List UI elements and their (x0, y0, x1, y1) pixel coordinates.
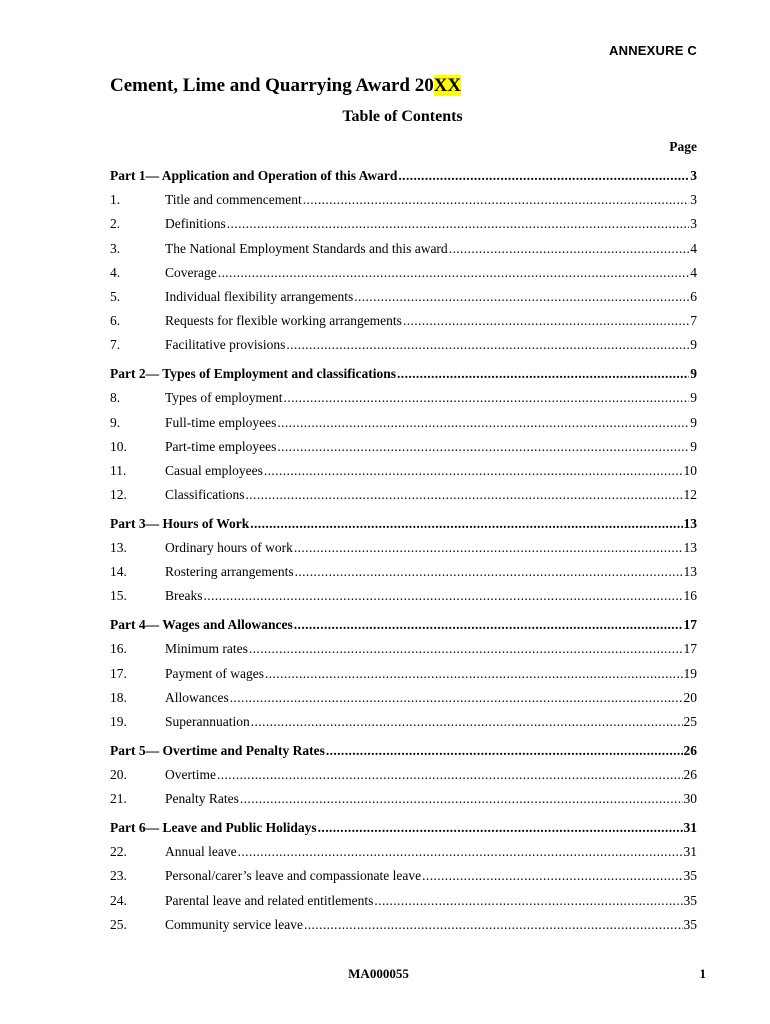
toc-clause-title: Full-time employees (165, 414, 277, 430)
toc-clause-title: Overtime (165, 766, 216, 782)
toc-clause-number: 7. (110, 337, 121, 353)
toc-page-number: 13 (683, 564, 697, 580)
toc-clause-number: 6. (110, 313, 121, 329)
toc-clause-title: Community service leave (165, 916, 303, 932)
toc-dot-leader (403, 313, 689, 329)
toc-clause-entry[interactable] (110, 864, 697, 888)
toc-clause-number: 24. (110, 892, 127, 908)
toc-dot-leader (250, 516, 682, 532)
toc-dot-leader (249, 641, 683, 657)
toc-clause-title: Requests for flexible working arrangements (165, 313, 402, 329)
toc-clause-entry[interactable] (110, 787, 697, 811)
toc-part-entry[interactable] (110, 512, 697, 536)
toc-clause-entry[interactable] (110, 584, 697, 608)
toc-page-number: 3 (690, 168, 697, 184)
toc-dot-leader (286, 337, 689, 353)
toc-dot-leader (294, 540, 683, 556)
toc-page-number: 31 (683, 844, 697, 860)
toc-clause-entry[interactable] (110, 309, 697, 333)
toc-clause-number: 5. (110, 289, 121, 305)
title-year-highlight: XX (433, 75, 462, 96)
toc-clause-title: Parental leave and related entitlements (165, 892, 374, 908)
toc-clause-entry[interactable] (110, 435, 697, 459)
toc-clause-title: Penalty Rates (165, 791, 239, 807)
toc-dot-leader (397, 366, 689, 382)
toc-page-number: 13 (683, 515, 697, 531)
toc-clause-entry[interactable] (110, 763, 697, 787)
toc-clause-entry[interactable] (110, 686, 697, 710)
toc-dot-leader (295, 564, 683, 580)
toc-page-number: 9 (690, 390, 697, 406)
toc-page-number: 19 (683, 665, 697, 681)
toc-page-number: 9 (690, 366, 697, 382)
toc-clause-entry[interactable] (110, 333, 697, 357)
toc-clause-title: Facilitative provisions (165, 337, 286, 353)
toc-clause-number: 23. (110, 868, 127, 884)
toc-clause-title: Rostering arrangements (165, 564, 294, 580)
toc-dot-leader (218, 265, 690, 281)
toc-clause-title: The National Employment Standards and this award (165, 240, 448, 256)
toc-clause-title: Title and commencement (165, 192, 302, 208)
toc-dot-leader (318, 820, 683, 836)
toc-clause-number: 12. (110, 487, 127, 503)
toc-dot-leader (294, 617, 683, 633)
toc-clause-title: Ordinary hours of work (165, 540, 293, 556)
toc-part-entry[interactable] (110, 816, 697, 840)
toc-page-number: 13 (683, 540, 697, 556)
document-title (110, 74, 461, 98)
toc-part-entry[interactable] (110, 164, 697, 188)
toc-clause-entry[interactable] (110, 888, 697, 912)
toc-clause-title: Allowances (165, 689, 229, 705)
toc-dot-leader (265, 666, 683, 682)
toc-part-entry[interactable] (110, 739, 697, 763)
toc-part-title: Part 4— Wages and Allowances (110, 617, 293, 633)
toc-dot-leader (204, 588, 683, 604)
toc-clause-entry[interactable] (110, 212, 697, 236)
toc-dot-leader (227, 216, 690, 232)
toc-clause-title: Personal/carer’s leave and compassionate leave (165, 868, 422, 884)
toc-dot-leader (304, 917, 683, 933)
toc-clause-number: 1. (110, 192, 121, 208)
toc-clause-title: Coverage (165, 264, 217, 280)
toc-clause-number: 2. (110, 216, 121, 232)
toc-dot-leader (277, 439, 689, 455)
toc-part-title: Part 3— Hours of Work (110, 515, 250, 531)
toc-clause-title: Payment of wages (165, 665, 264, 681)
toc-clause-title: Part-time employees (165, 438, 277, 454)
toc-dot-leader (422, 868, 682, 884)
toc-clause-number: 13. (110, 540, 127, 556)
toc-clause-entry[interactable] (110, 459, 697, 483)
toc-clause-entry[interactable] (110, 261, 697, 285)
toc-page-number: 17 (683, 641, 697, 657)
toc-page-number: 3 (690, 216, 697, 232)
toc-page-number: 35 (683, 892, 697, 908)
toc-page-number: 3 (690, 192, 697, 208)
toc-page-number: 35 (683, 916, 697, 932)
toc-page-number: 10 (683, 462, 697, 478)
toc-clause-entry[interactable] (110, 285, 697, 309)
toc-page-number: 12 (683, 487, 697, 503)
page-column-label: Page (669, 139, 697, 154)
toc-dot-leader (217, 767, 683, 783)
toc-clause-entry[interactable] (110, 560, 697, 584)
toc-clause-title: Superannuation (165, 714, 250, 729)
toc-clause-entry[interactable] (110, 410, 697, 434)
toc-page-number: 25 (683, 714, 697, 729)
toc-clause-title: Minimum rates (165, 641, 248, 657)
toc-part-title: Part 1— Application and Operation of this Award (110, 168, 398, 184)
toc-dot-leader (240, 791, 683, 807)
toc-page-number: 9 (690, 438, 697, 454)
toc-clause-entry[interactable] (110, 536, 697, 560)
toc-part-title: Part 2— Types of Employment and classifications (110, 366, 397, 382)
toc-clause-number: 19. (110, 714, 127, 729)
toc-clause-number: 21. (110, 791, 127, 807)
toc-dot-leader (277, 415, 689, 431)
toc-clause-number: 16. (110, 641, 127, 657)
toc-page-number: 26 (683, 742, 697, 758)
toc-page-number: 9 (690, 414, 697, 430)
toc-dot-leader (284, 390, 690, 406)
toc-page-number: 31 (683, 819, 697, 835)
toc-clause-entry[interactable] (110, 840, 697, 864)
footer-document-code: MA000055 (348, 966, 409, 981)
toc-clause-entry[interactable] (110, 188, 697, 212)
toc-clause-title: Definitions (165, 216, 226, 232)
toc-part-title: Part 5— Overtime and Penalty Rates (110, 742, 325, 758)
toc-dot-leader (374, 893, 682, 909)
toc-dot-leader (246, 487, 683, 503)
toc-heading: Table of Contents (342, 108, 463, 125)
toc-clause-number: 20. (110, 766, 127, 782)
toc-part-entry[interactable] (110, 362, 697, 386)
toc-dot-leader (354, 289, 689, 305)
toc-dot-leader (449, 241, 690, 257)
toc-clause-number: 17. (110, 665, 127, 681)
toc-page-number: 6 (690, 289, 697, 305)
toc-page-number: 17 (683, 617, 697, 633)
toc-dot-leader (303, 192, 690, 208)
toc-dot-leader (230, 690, 683, 706)
toc-page-number: 4 (690, 240, 697, 256)
toc-clause-number: 8. (110, 390, 121, 406)
toc-clause-title: Casual employees (165, 462, 263, 478)
toc-clause-entry[interactable] (110, 637, 697, 661)
toc-clause-title: Individual flexibility arrangements (165, 289, 354, 305)
toc-clause-number: 3. (110, 240, 121, 256)
toc-clause-number: 18. (110, 689, 127, 705)
toc-clause-title: Breaks (165, 588, 203, 604)
toc-clause-number: 25. (110, 916, 127, 932)
toc-clause-number: 14. (110, 564, 127, 580)
toc-clause-entry[interactable] (110, 662, 697, 686)
toc-page-number: 9 (690, 337, 697, 353)
toc-page-number: 26 (683, 766, 697, 782)
document-title-text: Cement, Lime and Quarrying Award 20 (110, 75, 434, 96)
toc-clause-entry[interactable] (110, 237, 697, 261)
toc-clause-entry[interactable] (110, 386, 697, 410)
toc-clause-entry[interactable] (110, 710, 697, 734)
toc-clause-number: 22. (110, 844, 127, 860)
footer-page-number: 1 (699, 966, 706, 981)
toc-clause-entry[interactable] (110, 913, 697, 937)
toc-dot-leader (238, 844, 683, 860)
toc-dot-leader (326, 743, 683, 759)
toc-page-number: 20 (683, 689, 697, 705)
toc-page-number: 16 (683, 588, 697, 604)
toc-page-number: 7 (690, 313, 697, 329)
toc-clause-number: 4. (110, 264, 121, 280)
toc-clause-number: 15. (110, 588, 127, 604)
table-of-contents (110, 164, 697, 937)
toc-page-number: 4 (690, 264, 697, 280)
toc-clause-title: Annual leave (165, 844, 237, 860)
toc-dot-leader (398, 168, 689, 184)
toc-part-title: Part 6— Leave and Public Holidays (110, 819, 317, 835)
toc-page-number: 30 (683, 791, 697, 807)
toc-clause-number: 11. (110, 462, 127, 478)
toc-clause-entry[interactable] (110, 483, 697, 507)
toc-clause-title: Classifications (165, 487, 245, 503)
annexure-label: ANNEXURE C (609, 43, 697, 58)
toc-part-entry[interactable] (110, 613, 697, 637)
toc-dot-leader (264, 463, 683, 479)
toc-dot-leader (251, 714, 683, 730)
toc-page-number: 35 (683, 868, 697, 884)
toc-clause-number: 10. (110, 438, 127, 454)
toc-clause-number: 9. (110, 414, 121, 430)
toc-clause-title: Types of employment (165, 390, 283, 406)
